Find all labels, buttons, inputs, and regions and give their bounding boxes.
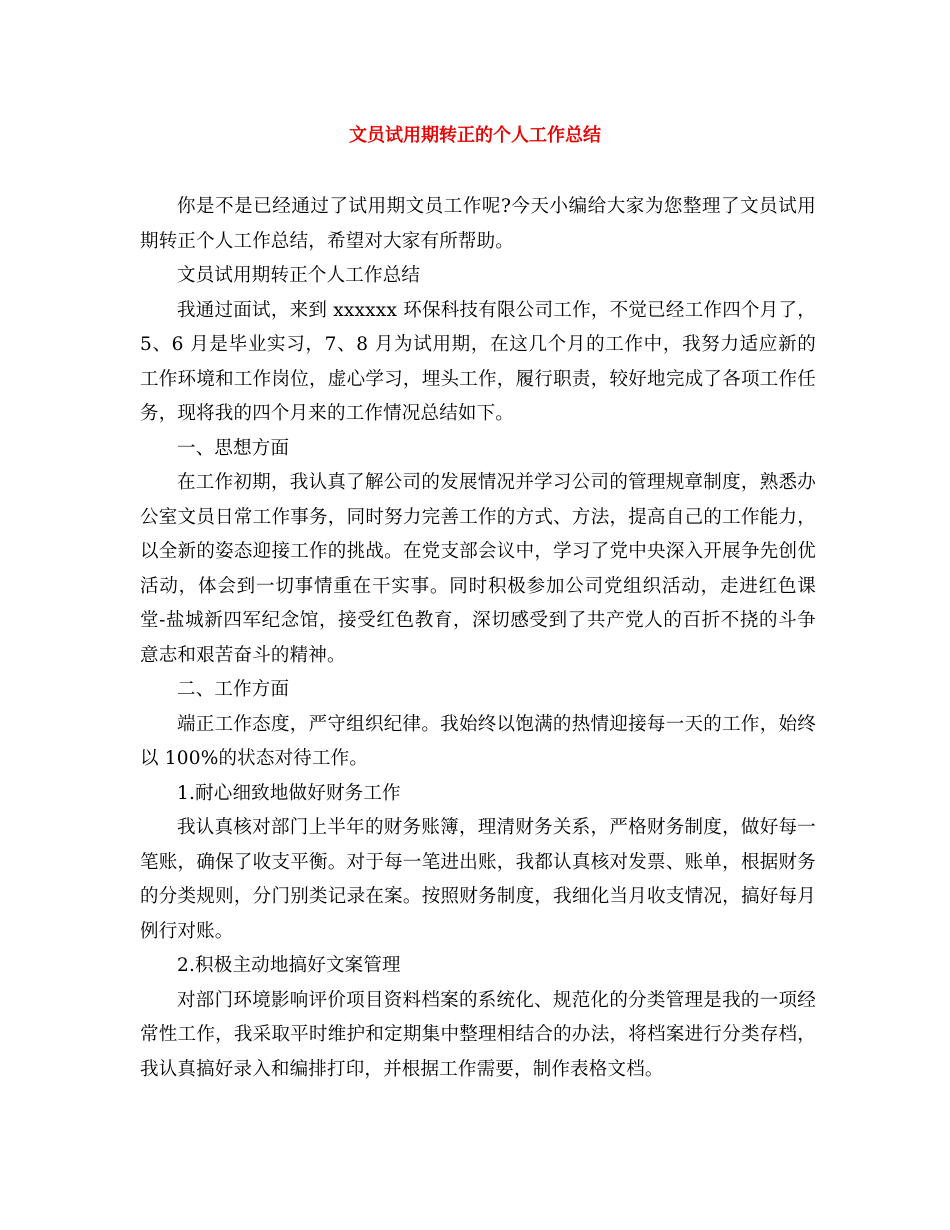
paragraph-thought: 在工作初期，我认真了解公司的发展情况并学习公司的管理规章制度，熟悉办公室文员日常工作事务，同时努力完善工作的方式、方法，提高自己的工作能力，以全新的姿态迎接工作的挑战。在党支部会议中，学习了党中央深入开展争先创优活动，体会到一切事情重在干实事。同时积极参加公司党组织活动，走进红色课堂-盐城新四军纪念馆，接受红色教育，深切感受到了共产党人的百折不挠的斗争意志和艰苦奋斗的精神。 [140,472,816,666]
document-title: 文员试用期转正的个人工作总结 [349,125,601,146]
paragraph-overview: 我通过面试，来到 xxxxxx 环保科技有限公司工作，不觉已经工作四个月了，5、6 月是毕业实习，7、8 月为试用期，在这几个月的工作中，我努力适应新的工作环境和工作岗位，虚心学习，埋头工作，履行职责，较好地完成了各项工作任务，现将我的四个月来的工作情况总结如下。 [140,299,816,424]
section-heading-work: 二、工作方面 [177,679,290,700]
subheading-archives: 2.积极主动地搞好文案管理 [177,955,401,976]
subheading-finance: 1.耐心细致地做好财务工作 [177,782,401,804]
document-body [140,190,816,1087]
section-heading-thought: 一、思想方面 [177,437,290,459]
paragraph-work: 端正工作态度，严守组织纪律。我始终以饱满的热情迎接每一天的工作，始终以 100%的状态对待工作。 [140,713,816,769]
paragraph-subtitle: 文员试用期转正个人工作总结 [177,265,421,286]
paragraph-archives: 对部门环境影响评价项目资料档案的系统化、规范化的分类管理是我的一项经常性工作，我采取平时维护和定期集中整理相结合的办法，将档案进行分类存档，我认真搞好录入和编排打印，并根据工作需要，制作表格文档。 [140,989,816,1080]
paragraph-intro: 你是不是已经通过了试用期文员工作呢?今天小编给大家为您整理了文员试用期转正个人工作总结，希望对大家有所帮助。 [140,196,816,252]
paragraph-finance: 我认真核对部门上半年的财务账簿，理清财务关系，严格财务制度，做好每一笔账，确保了收支平衡。对于每一笔进出账，我都认真核对发票、账单，根据财务的分类规则，分门别类记录在案。按照财务制度，我细化当月收支情况，搞好每月例行对账。 [140,817,816,942]
